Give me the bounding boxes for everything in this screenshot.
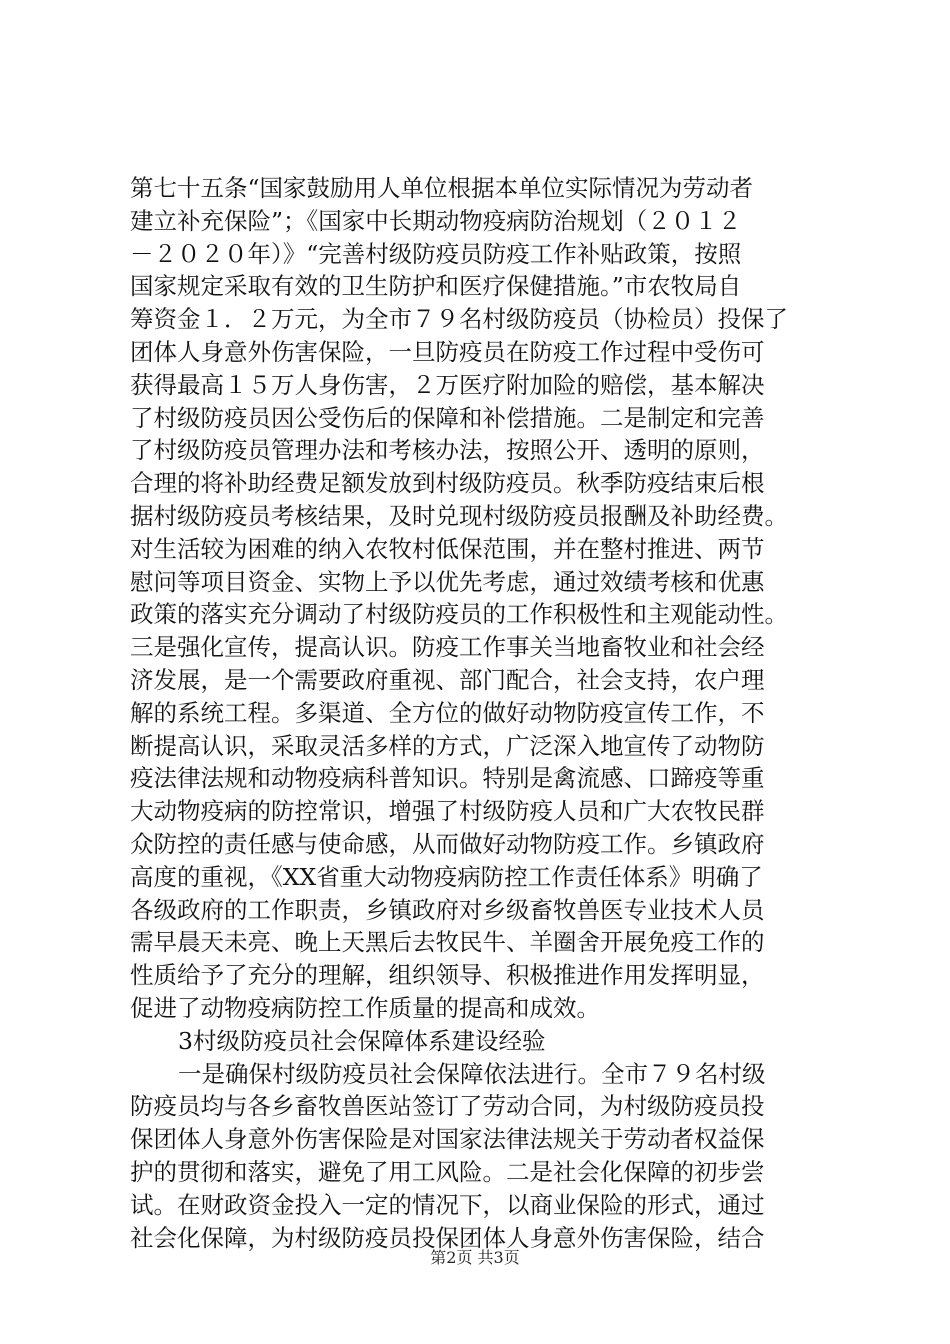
text-line: 试。在财政资金投入一定的情况下，以商业保险的形式，通过 bbox=[130, 1190, 765, 1219]
text-line: 大动物疫病的防控常识，增强了村级防疫人员和广大农牧民群 bbox=[130, 797, 765, 826]
text-line: 获得最高１５万人身伤害，２万医疗附加险的赔偿，基本解决 bbox=[130, 370, 765, 399]
text-line: 高度的重视，《XX省重大动物疫病防控工作责任体系》明确了 bbox=[130, 862, 763, 891]
text-line: 国家规定采取有效的卫生防护和医疗保健措施。”市农牧局自 bbox=[130, 272, 742, 301]
text-line: 解的系统工程。多渠道、全方位的做好动物防疫宣传工作，不 bbox=[130, 698, 765, 727]
body-text bbox=[130, 172, 830, 1254]
text-line: 保团体人身意外伤害保险是对国家法律法规关于劳动者权益保 bbox=[130, 1125, 765, 1154]
text-line: 护的贯彻和落实，避免了用工风险。二是社会化保障的初步尝 bbox=[130, 1157, 765, 1186]
text-line: 各级政府的工作职责，乡镇政府对乡级畜牧兽医专业技术人员 bbox=[130, 895, 765, 924]
text-line: 慰问等项目资金、实物上予以优先考虑，通过效绩考核和优惠 bbox=[130, 567, 765, 596]
text-line: 需早晨天未亮、晚上天黑后去牧民牛、羊圈舍开展免疫工作的 bbox=[130, 928, 765, 957]
text-line: 筹资金１．２万元，为全市７９名村级防疫员（协检员）投保了 bbox=[130, 305, 788, 334]
page-number-footer: 第2页 共3页 bbox=[430, 1248, 520, 1267]
text-line: 促进了动物疫病防控工作质量的提高和成效。 bbox=[130, 993, 600, 1022]
text-line: 合理的将补助经费足额发放到村级防疫员。秋季防疫结束后根 bbox=[130, 469, 765, 498]
text-line: 第七十五条“国家鼓励用人单位根据本单位实际情况为劳动者 bbox=[130, 174, 754, 202]
text-line: 众防控的责任感与使命感，从而做好动物防疫工作。乡镇政府 bbox=[130, 829, 765, 858]
text-line: －２０２０年）》“完善村级防疫员防疫工作补贴政策，按照 bbox=[130, 239, 742, 268]
text-line: 建立补充保险”；《国家中长期动物疫病防治规划（２０１２ bbox=[130, 206, 742, 235]
text-line: 团体人身意外伤害保险，一旦防疫员在防疫工作过程中受伤可 bbox=[130, 337, 765, 366]
text-line: 疫法律法规和动物疫病科普知识。特别是禽流感、口蹄疫等重 bbox=[130, 764, 765, 793]
text-line: 济发展，是一个需要政府重视、部门配合，社会支持，农户理 bbox=[130, 665, 765, 694]
text-line: 断提高认识，采取灵活多样的方式，广泛深入地宣传了动物防 bbox=[130, 731, 765, 760]
text-line: 三是强化宣传，提高认识。防疫工作事关当地畜牧业和社会经 bbox=[130, 633, 765, 662]
section-heading: 3村级防疫员社会保障体系建设经验 bbox=[178, 1026, 546, 1055]
text-line: 一是确保村级防疫员社会保障依法进行。全市７９名村级 bbox=[178, 1059, 766, 1088]
text-line: 社会化保障，为村级防疫员投保团体人身意外伤害保险，结合 bbox=[130, 1223, 765, 1252]
text-line: 性质给予了充分的理解，组织领导、积极推进作用发挥明显， bbox=[130, 961, 765, 990]
text-line: 据村级防疫员考核结果，及时兑现村级防疫员报酬及补助经费。 bbox=[130, 501, 788, 530]
text-line: 政策的落实充分调动了村级防疫员的工作积极性和主观能动性。 bbox=[130, 600, 788, 629]
text-line: 了村级防疫员因公受伤后的保障和补偿措施。二是制定和完善 bbox=[130, 403, 765, 432]
text-line: 防疫员均与各乡畜牧兽医站签订了劳动合同，为村级防疫员投 bbox=[130, 1092, 765, 1121]
text-line: 了村级防疫员管理办法和考核办法，按照公开、透明的原则， bbox=[130, 436, 765, 465]
text-line: 对生活较为困难的纳入农牧村低保范围，并在整村推进、两节 bbox=[130, 534, 765, 563]
